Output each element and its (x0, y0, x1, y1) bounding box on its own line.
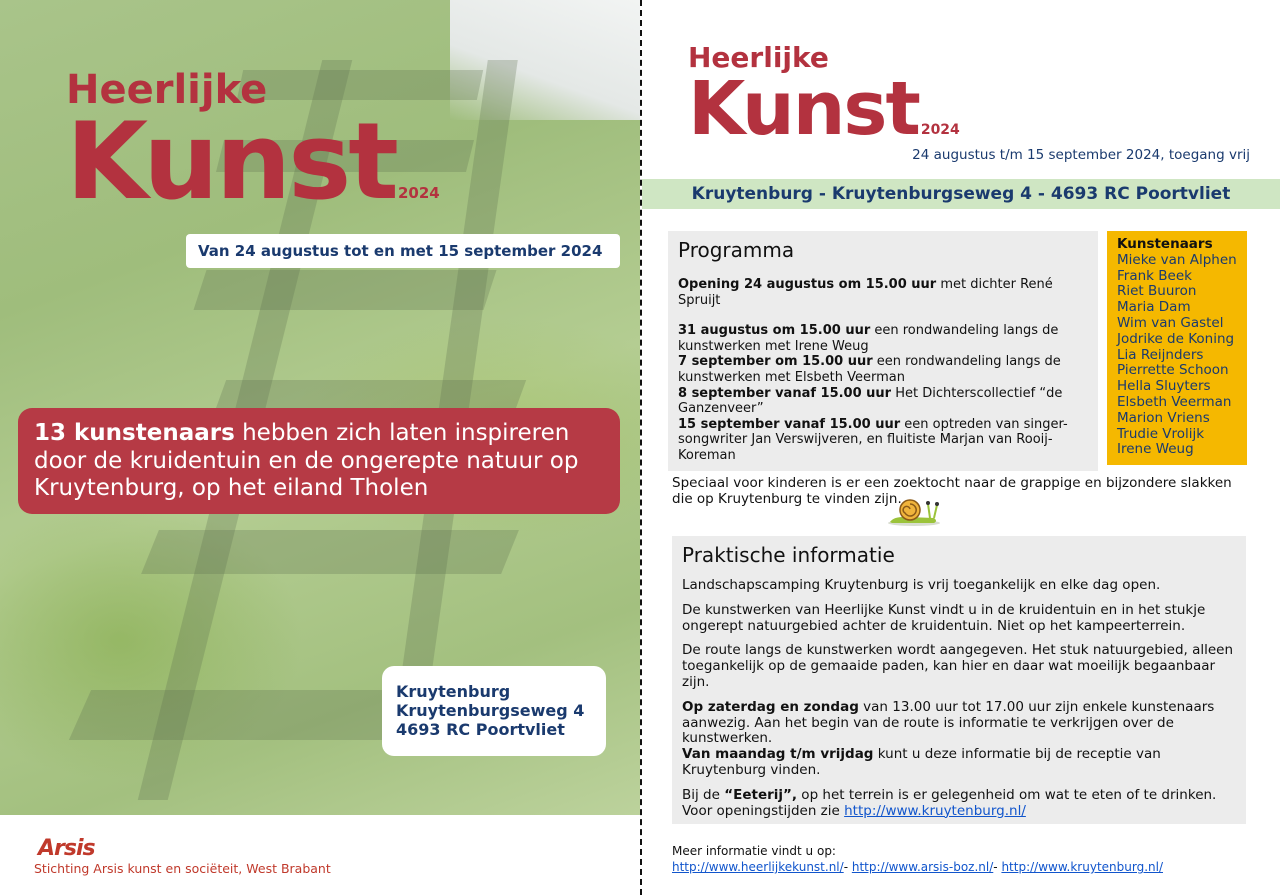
programma-box (668, 231, 1098, 471)
programma-item-text: een optreden van singer-songwriter Jan Verswijveren, en fluitiste Marjan van Rooij-Koreman (678, 416, 1068, 463)
heerlijkekunst-link[interactable]: http://www.heerlijkekunst.nl/ (672, 860, 844, 874)
artist-name: Trudie Vrolijk (1117, 425, 1205, 442)
fold-divider (640, 0, 642, 895)
programma-item-date: 15 september vanaf 15.00 uur (678, 416, 901, 432)
practical-info-box (672, 536, 1246, 824)
artists-list-title: Kunstenaars (1117, 236, 1213, 252)
practical-text: van 13.00 uur tot 17.00 uur zijn enkele kunstenaars aanwezig. Aan het begin van de route is informatie te verkrijgen over de kunstwerken. (682, 698, 1215, 747)
address-line: Kruytenburg (396, 682, 511, 701)
artist-name: Pierrette Schoon (1117, 362, 1229, 379)
date-line: 24 augustus t/m 15 september 2024, toegang vrij (912, 147, 1250, 163)
artist-name: Elsbeth Veerman (1117, 393, 1232, 410)
practical-text: Voor openingstijden zie (682, 802, 845, 819)
arsis-logo: Arsis (38, 836, 95, 861)
heerlijke-kunst-logo (66, 67, 440, 223)
address-line: Kruytenburgseweg 4 (396, 701, 585, 720)
artist-name: Riet Buuron (1117, 283, 1197, 300)
programma-title: Programma (678, 238, 795, 262)
programma-item (678, 386, 1088, 417)
programma-item (678, 354, 1088, 385)
practical-info-title: Praktische informatie (682, 543, 895, 567)
practical-text: kunt u deze informatie bij de receptie van Kruytenburg vinden. (682, 746, 1161, 778)
arsis-link[interactable]: http://www.arsis-boz.nl/ (851, 860, 994, 874)
programma-item-text: een rondwandeling langs de kunstwerken met Elsbeth Veerman (678, 354, 1061, 385)
link-separator: - (993, 860, 1002, 874)
banner-text: hebben zich laten inspireren door de kruidentuin en de ongerepte natuur op Kruytenburg, op het eiland Tholen (34, 420, 579, 501)
practical-bold: Op zaterdag en zondag (682, 698, 859, 715)
kruytenburg-site-link[interactable]: http://www.kruytenburg.nl/ (1001, 860, 1163, 874)
practical-text: op het terrein is er gelegenheid om wat te eten of te drinken. (797, 786, 1217, 803)
practical-text: Bij de (682, 786, 725, 803)
logo-heerlijke: Heerlijke (688, 41, 829, 74)
address-line: 4693 RC Poortvliet (396, 720, 565, 739)
practical-bold: “Eeterij”, (724, 786, 798, 803)
kids-text: Speciaal voor kinderen is er een zoektocht naar de grappige en bijzondere slakken die op Kruytenburg te vinden zijn. (672, 475, 1232, 507)
practical-paragraph: De route langs de kunstwerken wordt aangegeven. Het stuk natuurgebied, alleen toegankelijk op de gemaaide paden, kan hier en daar wat moeilijk begaanbaar zijn. (682, 642, 1234, 690)
cover-photo (0, 0, 640, 815)
programma-item-date: 31 augustus om 15.00 uur (678, 323, 871, 339)
practical-paragraph (682, 747, 1236, 779)
programma-item-text: een rondwandeling langs de kunstwerken met Irene Weug (678, 323, 1059, 354)
programma-item-date: Opening 24 augustus om 15.00 uur (678, 277, 937, 292)
more-info-links (672, 859, 1163, 875)
practical-paragraph (682, 700, 1236, 747)
kruytenburg-link[interactable]: http://www.kruytenburg.nl/ (844, 802, 1026, 819)
logo-kunst: Kunst (66, 100, 396, 223)
practical-bold: Van maandag t/m vrijdag (682, 746, 874, 763)
programma-item-text: Het Dichterscollectief “de Ganzenveer” (678, 385, 1063, 417)
snail-icon (884, 492, 942, 528)
practical-paragraph (682, 804, 1236, 820)
address-box (382, 666, 606, 756)
artist-name: Mieke van Alphen (1117, 251, 1237, 268)
artist-name: Frank Beek (1117, 267, 1192, 284)
more-info (672, 843, 1163, 875)
programma-item (678, 277, 1088, 308)
tarp-background (450, 0, 640, 120)
artists-banner (18, 408, 620, 514)
logo-year: 2024 (920, 122, 960, 138)
location-bar: Kruytenburg - Kruytenburgseweg 4 - 4693 RC Poortvliet (642, 179, 1280, 209)
logo-year: 2024 (397, 184, 440, 202)
programma-item (678, 323, 1088, 354)
artist-name: Wim van Gastel (1117, 314, 1224, 331)
artist-name: Lia Reijnders (1117, 346, 1204, 363)
artist-name: Maria Dam (1117, 299, 1191, 316)
artist-name: Jodrike de Koning (1117, 330, 1235, 347)
logo-kunst: Kunst (688, 66, 919, 152)
ladder-shadow (194, 270, 497, 310)
artists-list-box (1107, 231, 1247, 465)
practical-paragraph: De kunstwerken van Heerlijke Kunst vindt u in de kruidentuin en in het stukje ongerept natuurgebied achter de kruidentuin. Niet op het kampeerterrein. (682, 601, 1206, 634)
artist-name: Hella Sluyters (1117, 378, 1211, 395)
programma-item (678, 417, 1088, 464)
programma-item-text: met dichter René Spruijt (678, 277, 1053, 308)
date-pill: Van 24 augustus tot en met 15 september 2024 (186, 234, 620, 268)
programma-item-date: 8 september vanaf 15.00 uur (678, 385, 892, 401)
programma-item-date: 7 september om 15.00 uur (678, 354, 873, 370)
banner-bold: 13 kunstenaars (34, 420, 235, 446)
practical-paragraph: Landschapscamping Kruytenburg is vrij toegankelijk en elke dag open. (682, 577, 1161, 593)
artist-name: Irene Weug (1117, 441, 1194, 458)
artist-name: Marion Vriens (1117, 409, 1210, 426)
practical-paragraph (682, 788, 1236, 804)
more-info-label: Meer informatie vindt u op: (672, 844, 836, 858)
link-separator: - (843, 860, 852, 874)
logo-heerlijke: Heerlijke (66, 67, 268, 113)
arsis-subtitle: Stichting Arsis kunst en sociëteit, West Brabant (34, 861, 331, 876)
heerlijke-kunst-logo-right (688, 41, 960, 152)
